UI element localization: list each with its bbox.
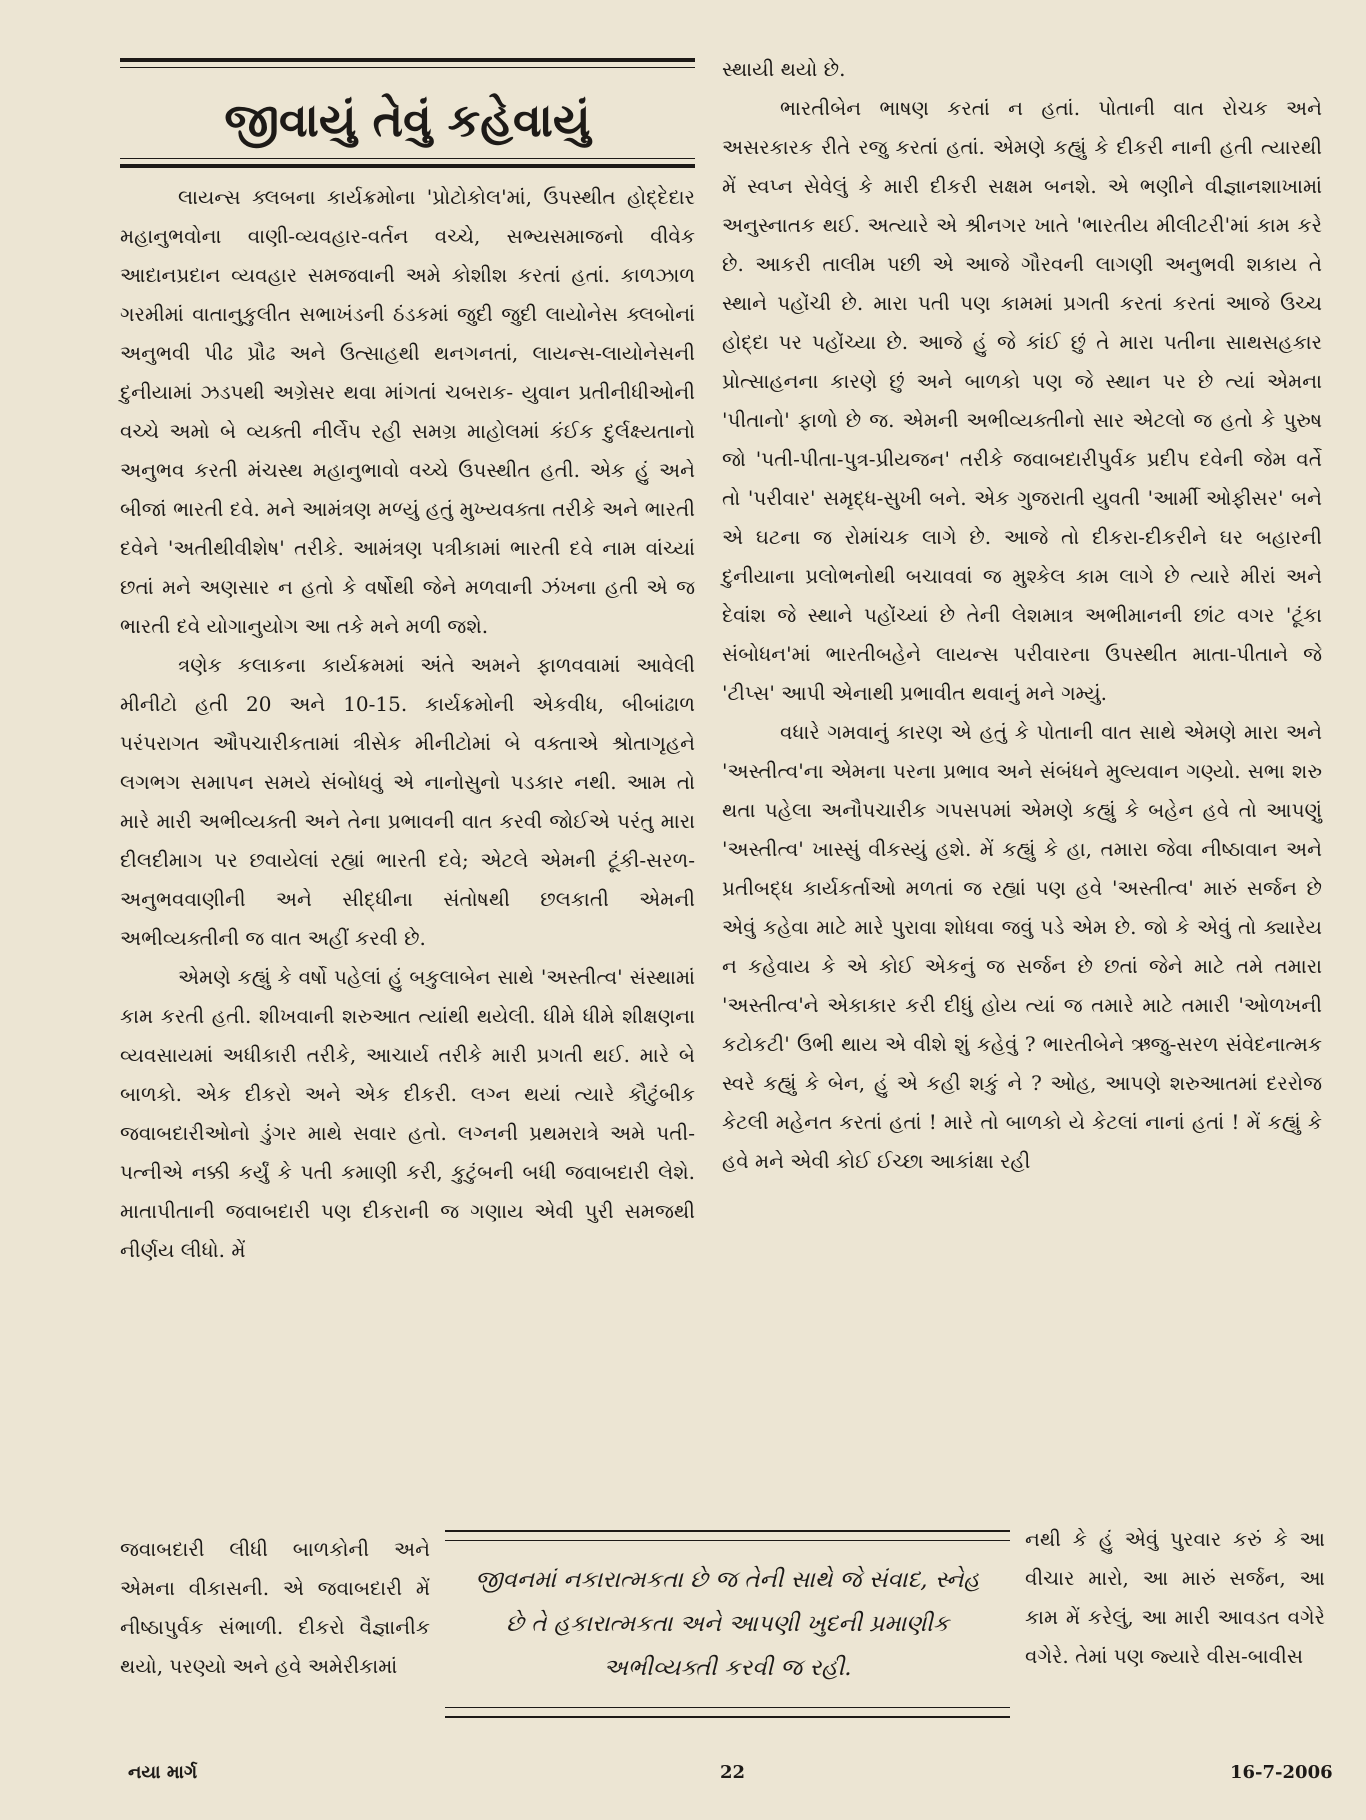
left-column bbox=[120, 178, 695, 1524]
paragraph: સ્થાયી થયો છે. bbox=[722, 57, 846, 81]
title-rule-top bbox=[120, 58, 695, 62]
title-rule-bottom-thin bbox=[120, 158, 695, 159]
paragraph: નથી કે હું એવું પુરવાર કરું કે આ વીચાર મારો, આ મારું સર્જન, આ કામ મેં કરેલું, આ મારી આવડત વગેરે વગેરે. તેમાં પણ જ્યારે વીસ-બાવીસ bbox=[1025, 1527, 1325, 1668]
paragraph: ભારતીબેન ભાષણ કરતાં ન હતાં. પોતાની વાત રોચક અને અસરકારક રીતે રજુ કરતાં હતાં. એમણે કહ્યું કે દીકરી નાની હતી ત્યારથી મેં સ્વપ્ન સેવેલું કે મારી દીકરી સક્ષમ બનશે. એ ભણીને વીજ્ઞાનશાખામાં અનુસ્નાતક થઈ. અત્યારે એ શ્રીનગર ખાતે 'ભારતીય મીલીટરી'માં કામ કરે છે. આકરી તાલીમ પછી એ આજે ગૌરવની લાગણી અનુભવી શકાય તે સ્થાને પહોંચી છે. મારા પતી પણ કામમાં પ્રગતી કરતાં કરતાં આજે ઉચ્ચ હોદ્દા પર પહોંચ્યા છે. આજે હું જે કાંઈ છું તે મારા પતીના સાથસહકાર પ્રોત્સાહનના કારણે છું અને બાળકો પણ જે સ્થાન પર છે ત્યાં એમના 'પીતાનો' ફાળો છે જ. એમની અભીવ્યક્તીનો સાર એટલો જ હતો કે પુરુષ જો 'પતી-પીતા-પુત્ર-પ્રીયજન' તરીકે જવાબદારીપુર્વક પ્રદીપ દવેની જેમ વર્તે તો 'પરીવાર' સમૃદ્ધ-સુખી બને. એક ગુજરાતી યુવતી 'આર્મી ઓફીસર' બને એ ઘટના જ રોમાંચક લાગે છે. આજે તો દીકરા-દીકરીને ઘર બહારની દુનીયાના પ્રલોભનોથી બચાવવાં જ મુશ્કેલ કામ લાગે છે ત્યારે મીરાં અને દેવાંશ જે સ્થાને પહોંચ્યાં છે તેની લેશમાત્ર અભીમાનની છાંટ વગર 'ટૂંકા સંબોધન'માં ભારતીબહેને લાયન્સ પરીવારના ઉપસ્થીત માતા-પીતાને જે 'ટીપ્સ' આપી એનાથી પ્રભાવીત થવાનું મને ગમ્યું. bbox=[722, 96, 1322, 705]
pull-quote-frame bbox=[445, 1540, 1010, 1708]
footer-publication: નયા માર્ગ bbox=[128, 1762, 198, 1783]
left-bottom-text bbox=[120, 1530, 430, 1725]
right-column bbox=[722, 50, 1322, 1524]
article-title: જીવાયું તેવું કહેવાયું bbox=[224, 93, 591, 147]
paragraph: જવાબદારી લીધી બાળકોની અને એમના વીકાસની. એ જવાબદારી મેં નીષ્ઠાપુર્વક સંભાળી. દીકરો વૈજ્ઞાનીક થયો, પરણ્યો અને હવે અમેરીકામાં bbox=[120, 1537, 430, 1678]
footer-date: 16-7-2006 bbox=[1230, 1762, 1333, 1783]
paragraph: વધારે ગમવાનું કારણ એ હતું કે પોતાની વાત સાથે એમણે મારા અને 'અસ્તીત્વ'ના એમના પરના પ્રભાવ અને સંબંધને મુલ્યવાન ગણ્યો. સભા શરુ થતા પહેલા અનૌપચારીક ગપસપમાં એમણે કહ્યું કે બહેન હવે તો આપણું 'અસ્તીત્વ' ખાસ્સું વીકસ્યું હશે. મેં કહ્યું કે હા, તમારા જેવા નીષ્ઠાવાન અને પ્રતીબદ્ધ કાર્યકર્તાઓ મળતાં જ રહ્યાં પણ હવે 'અસ્તીત્વ' મારું સર્જન છે એવું કહેવા માટે મારે પુરાવા શોધવા જવું પડે એમ છે. જો કે એવું તો ક્યારેય ન કહેવાય કે એ કોઈ એકનું જ સર્જન છે છતાં જેને માટે તમે તમારા 'અસ્તીત્વ'ને એકાકાર કરી દીધું હોય ત્યાં જ તમારે માટે તમારી 'ઓળખની કટોકટી' ઉભી થાય એ વીશે શું કહેવું ? ભારતીબેને ઋજુ-સરળ સંવેદનાત્મક સ્વરે કહ્યું કે બેન, હું એ કહી શકું ને ? ઓહ, આપણે શરુઆતમાં દરરોજ કેટલી મહેનત કરતાં હતાં ! મારે તો બાળકો યે કેટલાં નાનાં હતાં ! મેં કહ્યું કે હવે મને એવી કોઈ ઈચ્છા આકાંક્ષા રહી bbox=[722, 720, 1322, 1173]
footer-page-number: 22 bbox=[720, 1762, 746, 1783]
paragraph: ત્રણેક કલાકના કાર્યક્રમમાં અંતે અમને ફાળવવામાં આવેલી મીનીટો હતી 20 અને 10-15. કાર્યક્રમોની એકવીધ, બીબાંઢાળ પરંપરાગત ઔપચારીકતામાં ત્રીસેક મીનીટોમાં બે વક્તાએ શ્રોતાગૃહને લગભગ સમાપન સમયે સંબોધવું એ નાનોસુનો પડકાર નથી. આમ તો મારે મારી અભીવ્યક્તી અને તેના પ્રભાવની વાત કરવી જોઈએ પરંતુ મારા દીલદીમાગ પર છવાયેલાં રહ્યાં ભારતી દવે; એટલે એમની ટૂંકી-સરળ-અનુભવવાણીની અને સીદ્ધીના સંતોષથી છલકાતી એમની અભીવ્યક્તીની જ વાત અહીં કરવી છે. bbox=[120, 653, 695, 950]
paragraph: એમણે કહ્યું કે વર્ષો પહેલાં હું બકુલાબેન સાથે 'અસ્તીત્વ' સંસ્થામાં કામ કરતી હતી. શીખવાની શરુઆત ત્યાંથી થયેલી. ધીમે ધીમે શીક્ષણના વ્યવસાયમાં અધીકારી તરીકે, આચાર્ય તરીકે મારી પ્રગતી થઈ. મારે બે બાળકો. એક દીકરો અને એક દીકરી. લગ્ન થયાં ત્યારે કૌટુંબીક જવાબદારીઓનો ડુંગર માથે સવાર હતો. લગ્નની પ્રથમરાત્રે અમે પતી- પત્નીએ નક્કી કર્યું કે પતી કમાણી કરી, કુટુંબની બધી જવાબદારી લેશે. માતાપીતાની જવાબદારી પણ દીકરાની જ ગણાય એવી પુરી સમજથી નીર્ણય લીધો. મેં bbox=[120, 965, 695, 1262]
right-bottom-text bbox=[1025, 1520, 1325, 1720]
title-rule-top-thin bbox=[120, 67, 695, 68]
paragraph: લાયન્સ ક્લબના કાર્યક્રમોના 'પ્રોટોકોલ'માં, ઉપસ્થીત હોદ્દેદાર મહાનુભવોના વાણી-વ્યવહાર-વર્તન વચ્ચે, સભ્યસમાજનો વીવેક આદાનપ્રદાન વ્યવહાર સમજવાની અમે કોશીશ કરતાં હતાં. કાળઝાળ ગરમીમાં વાતાનુકુલીત સભાખંડની ઠંડકમાં જુદી જુદી લાયોનેસ ક્લબોનાં અનુભવી પીઢ પ્રૌઢ અને ઉત્સાહથી થનગનતાં, લાયન્સ-લાયોનેસની દુનીયામાં ઝડપથી અગ્રેસર થવા માંગતાં ચબરાક- યુવાન પ્રતીનીધીઓની વચ્ચે અમો બે વ્યક્તી નીર્લેપ રહી સમગ્ર માહોલમાં કંઈક દુર્લક્ષ્યતાનો અનુભવ કરતી મંચસ્થ મહાનુભાવો વચ્ચે ઉપસ્થીત હતી. એક હું અને બીજાં ભારતી દવે. મને આમંત્રણ મળ્યું હતું મુખ્યવક્તા તરીકે અને ભારતી દવેને 'અતીથીવીશેષ' તરીકે. આમંત્રણ પત્રીકામાં ભારતી દવે નામ વાંચ્યાં છતાં મને અણસાર ન હતો કે વર્ષોથી જેને મળવાની ઝંખના હતી એ જ ભારતી દવે યોગાનુયોગ આ તકે મને મળી જશે. bbox=[120, 185, 695, 638]
title-rule-bottom bbox=[120, 164, 695, 168]
pull-quote-box bbox=[445, 1530, 1010, 1718]
pull-quote: જીવનમાં નકારાત્મકતા છે જ તેની સાથે જે સંવાદ, સ્નેહ છે તે હકારાત્મકતા અને આપણી ખુદની પ્રમાણીક અભીવ્યક્તી કરવી જ રહી. bbox=[475, 1567, 980, 1681]
